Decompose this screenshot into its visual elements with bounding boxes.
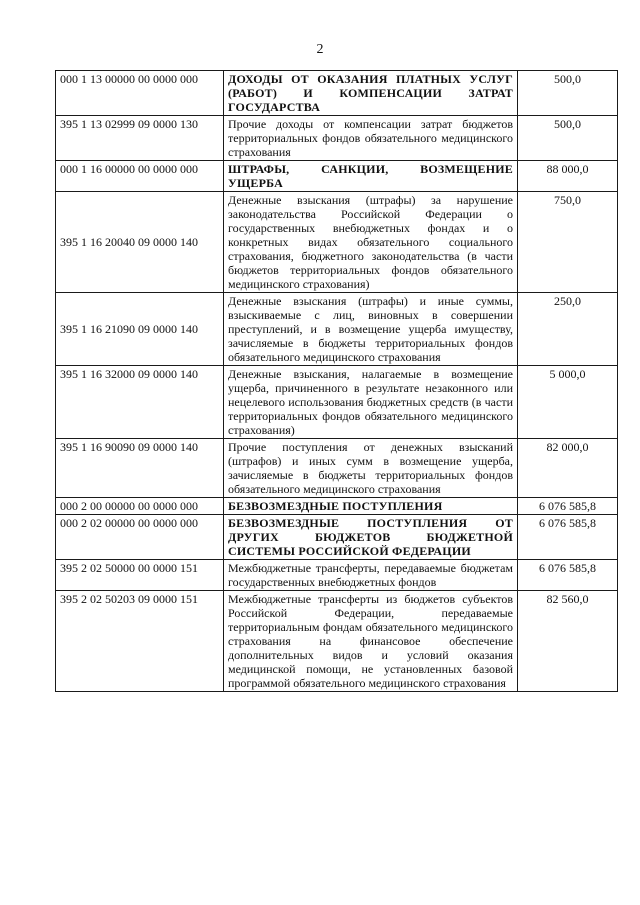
- table-row: [56, 439, 618, 498]
- budget-code: 395 1 16 20040 09 0000 140: [56, 192, 224, 293]
- page-number: 2: [316, 42, 324, 57]
- amount: 82 000,0: [518, 439, 618, 498]
- revenue-name: БЕЗВОЗМЕЗДНЫЕ ПОСТУПЛЕНИЯ ОТ ДРУГИХ БЮДЖЕТОВ БЮДЖЕТНОЙ СИСТЕМЫ РОССИЙСКОЙ ФЕДЕРАЦИИ: [224, 515, 518, 560]
- budget-code: 395 1 16 21090 09 0000 140: [56, 293, 224, 366]
- revenue-name: Прочие поступления от денежных взысканий (штрафов) и иных сумм в возмещение ущерба, зачисляемые в бюджеты территориальных фондов обязательного медицинского страхования: [224, 439, 518, 498]
- amount: 82 560,0: [518, 591, 618, 692]
- budget-code: 395 1 13 02999 09 0000 130: [56, 116, 224, 161]
- amount: 500,0: [518, 116, 618, 161]
- revenue-name: Денежные взыскания (штрафы) за нарушение законодательства Российской Федерации о государственных внебюджетных фондах и о конкретных видах обязательного социального страхования, бюджетного законодательства (в части бюджетов территориальных фондов обязательного медицинского страхования): [224, 192, 518, 293]
- table-row: [56, 498, 618, 515]
- table-row: [56, 560, 618, 591]
- budget-code: 395 2 02 50203 09 0000 151: [56, 591, 224, 692]
- revenue-table: [55, 70, 618, 692]
- table-row: [56, 366, 618, 439]
- table-row: [56, 161, 618, 192]
- budget-code: 395 2 02 50000 00 0000 151: [56, 560, 224, 591]
- table-row: [56, 293, 618, 366]
- amount: 250,0: [518, 293, 618, 366]
- revenue-name: Межбюджетные трансферты, передаваемые бюджетам государственных внебюджетных фондов: [224, 560, 518, 591]
- budget-code: 000 2 02 00000 00 0000 000: [56, 515, 224, 560]
- amount: 6 076 585,8: [518, 560, 618, 591]
- revenue-name: ШТРАФЫ, САНКЦИИ, ВОЗМЕЩЕНИЕ УЩЕРБА: [224, 161, 518, 192]
- revenue-name: Прочие доходы от компенсации затрат бюджетов территориальных фондов обязательного медицинского страхования: [224, 116, 518, 161]
- revenue-name: Денежные взыскания (штрафы) и иные суммы, взыскиваемые с лиц, виновных в совершении преступлений, и в возмещение ущерба имуществу, зачисляемые в бюджеты территориальных фондов обязательного медицинского страхования: [224, 293, 518, 366]
- budget-code: 000 2 00 00000 00 0000 000: [56, 498, 224, 515]
- table-row: [56, 192, 618, 293]
- amount: 6 076 585,8: [518, 498, 618, 515]
- table-row: [56, 116, 618, 161]
- amount: 750,0: [518, 192, 618, 293]
- revenue-name: Денежные взыскания, налагаемые в возмещение ущерба, причиненного в результате незаконного или нецелевого использования бюджетных средств (в части территориальных фондов обязательного медицинского страхования): [224, 366, 518, 439]
- revenue-name: ДОХОДЫ ОТ ОКАЗАНИЯ ПЛАТНЫХ УСЛУГ (РАБОТ) И КОМПЕНСАЦИИ ЗАТРАТ ГОСУДАРСТВА: [224, 71, 518, 116]
- amount: 88 000,0: [518, 161, 618, 192]
- table-row: [56, 71, 618, 116]
- table-row: [56, 515, 618, 560]
- revenue-name: БЕЗВОЗМЕЗДНЫЕ ПОСТУПЛЕНИЯ: [224, 498, 518, 515]
- amount: 5 000,0: [518, 366, 618, 439]
- table-row: [56, 591, 618, 692]
- budget-code: 395 1 16 90090 09 0000 140: [56, 439, 224, 498]
- revenue-name: Межбюджетные трансферты из бюджетов субъектов Российской Федерации, передаваемые территориальным фондам обязательного медицинского страхования на финансовое обеспечение дополнительных видов и условий оказания медицинской помощи, не установленных базовой программой обязательного медицинского страхования: [224, 591, 518, 692]
- amount: 500,0: [518, 71, 618, 116]
- budget-code: 000 1 13 00000 00 0000 000: [56, 71, 224, 116]
- budget-code: 000 1 16 00000 00 0000 000: [56, 161, 224, 192]
- budget-code: 395 1 16 32000 09 0000 140: [56, 366, 224, 439]
- amount: 6 076 585,8: [518, 515, 618, 560]
